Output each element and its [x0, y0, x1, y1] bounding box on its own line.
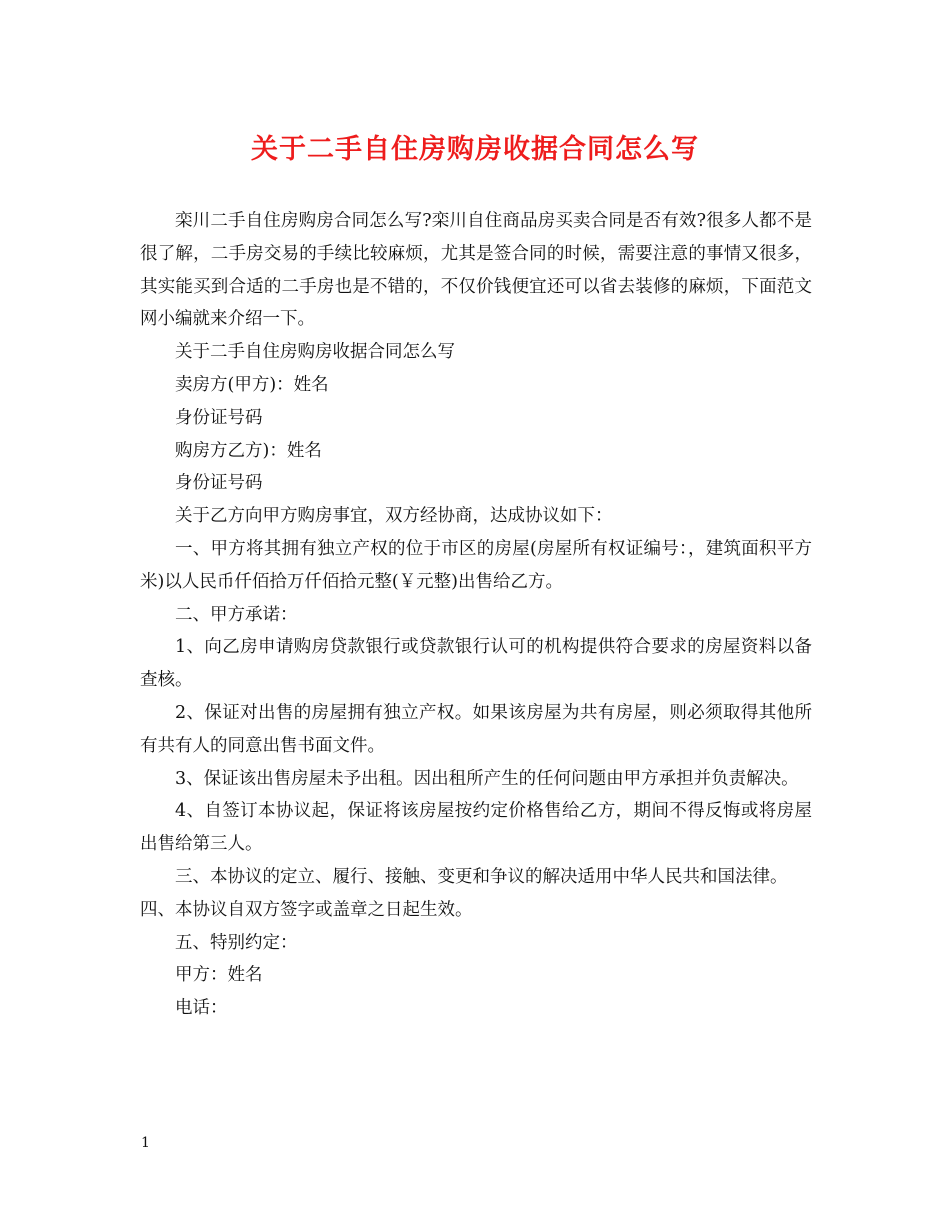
clause-5: 五、特别约定：: [175, 932, 298, 953]
buyer-id-line: 身份证号码: [175, 473, 263, 494]
party-a-name-line: 甲方：姓名: [175, 965, 263, 986]
intro-paragraph: 栾川二手自住房购房合同怎么写?栾川自住商品房买卖合同是否有效?很多人都不是很了解，二手房交易的手续比较麻烦，尤其是签合同的时候，需要注意的事情又很多，其实能买到合适的二手房也是不错的，不仅价钱便宜还可以省去装修的麻烦，下面范文网小编就来介绍一下。: [140, 211, 812, 330]
document-title: 关于二手自住房购房收据合同怎么写: [251, 134, 699, 165]
buyer-name-line: 购房方乙方)：姓名: [175, 440, 322, 461]
document-body: [140, 205, 812, 1025]
subtitle-line: 关于二手自住房购房收据合同怎么写: [175, 342, 455, 363]
agreement-intro: 关于乙方向甲方购房事宜，双方经协商，达成协议如下：: [175, 506, 613, 527]
party-a-phone-line: 电话：: [175, 998, 228, 1019]
clause-2-item-3: 3、保证该出售房屋未予出租。因出租所产生的任何问题由甲方承担并负责解决。: [175, 768, 799, 789]
clause-3: 三、本协议的定立、履行、接触、变更和争议的解决适用中华人民共和国法律。: [175, 866, 788, 887]
clause-4: 四、本协议自双方签字或盖章之日起生效。: [140, 899, 473, 920]
page-number: 1: [141, 1135, 150, 1151]
clause-2-item-1: 1、向乙房申请购房贷款银行或贷款银行认可的机构提供符合要求的房屋资料以备查核。: [140, 637, 812, 691]
seller-id-line: 身份证号码: [175, 407, 263, 428]
seller-name-line: 卖房方(甲方)：姓名: [175, 374, 329, 395]
clause-1: 一、甲方将其拥有独立产权的位于市区的房屋(房屋所有权证编号：，建筑面积平方米)以人民币仟佰拾万仟佰拾元整(￥元整)出售给乙方。: [140, 538, 812, 592]
clause-2-heading: 二、甲方承诺：: [175, 604, 298, 625]
clause-2-item-2: 2、保证对出售的房屋拥有独立产权。如果该房屋为共有房屋，则必须取得其他所有共有人的同意出售书面文件。: [140, 702, 812, 756]
clause-2-item-4: 4、自签订本协议起，保证将该房屋按约定价格售给乙方，期间不得反悔或将房屋出售给第三人。: [140, 801, 812, 855]
